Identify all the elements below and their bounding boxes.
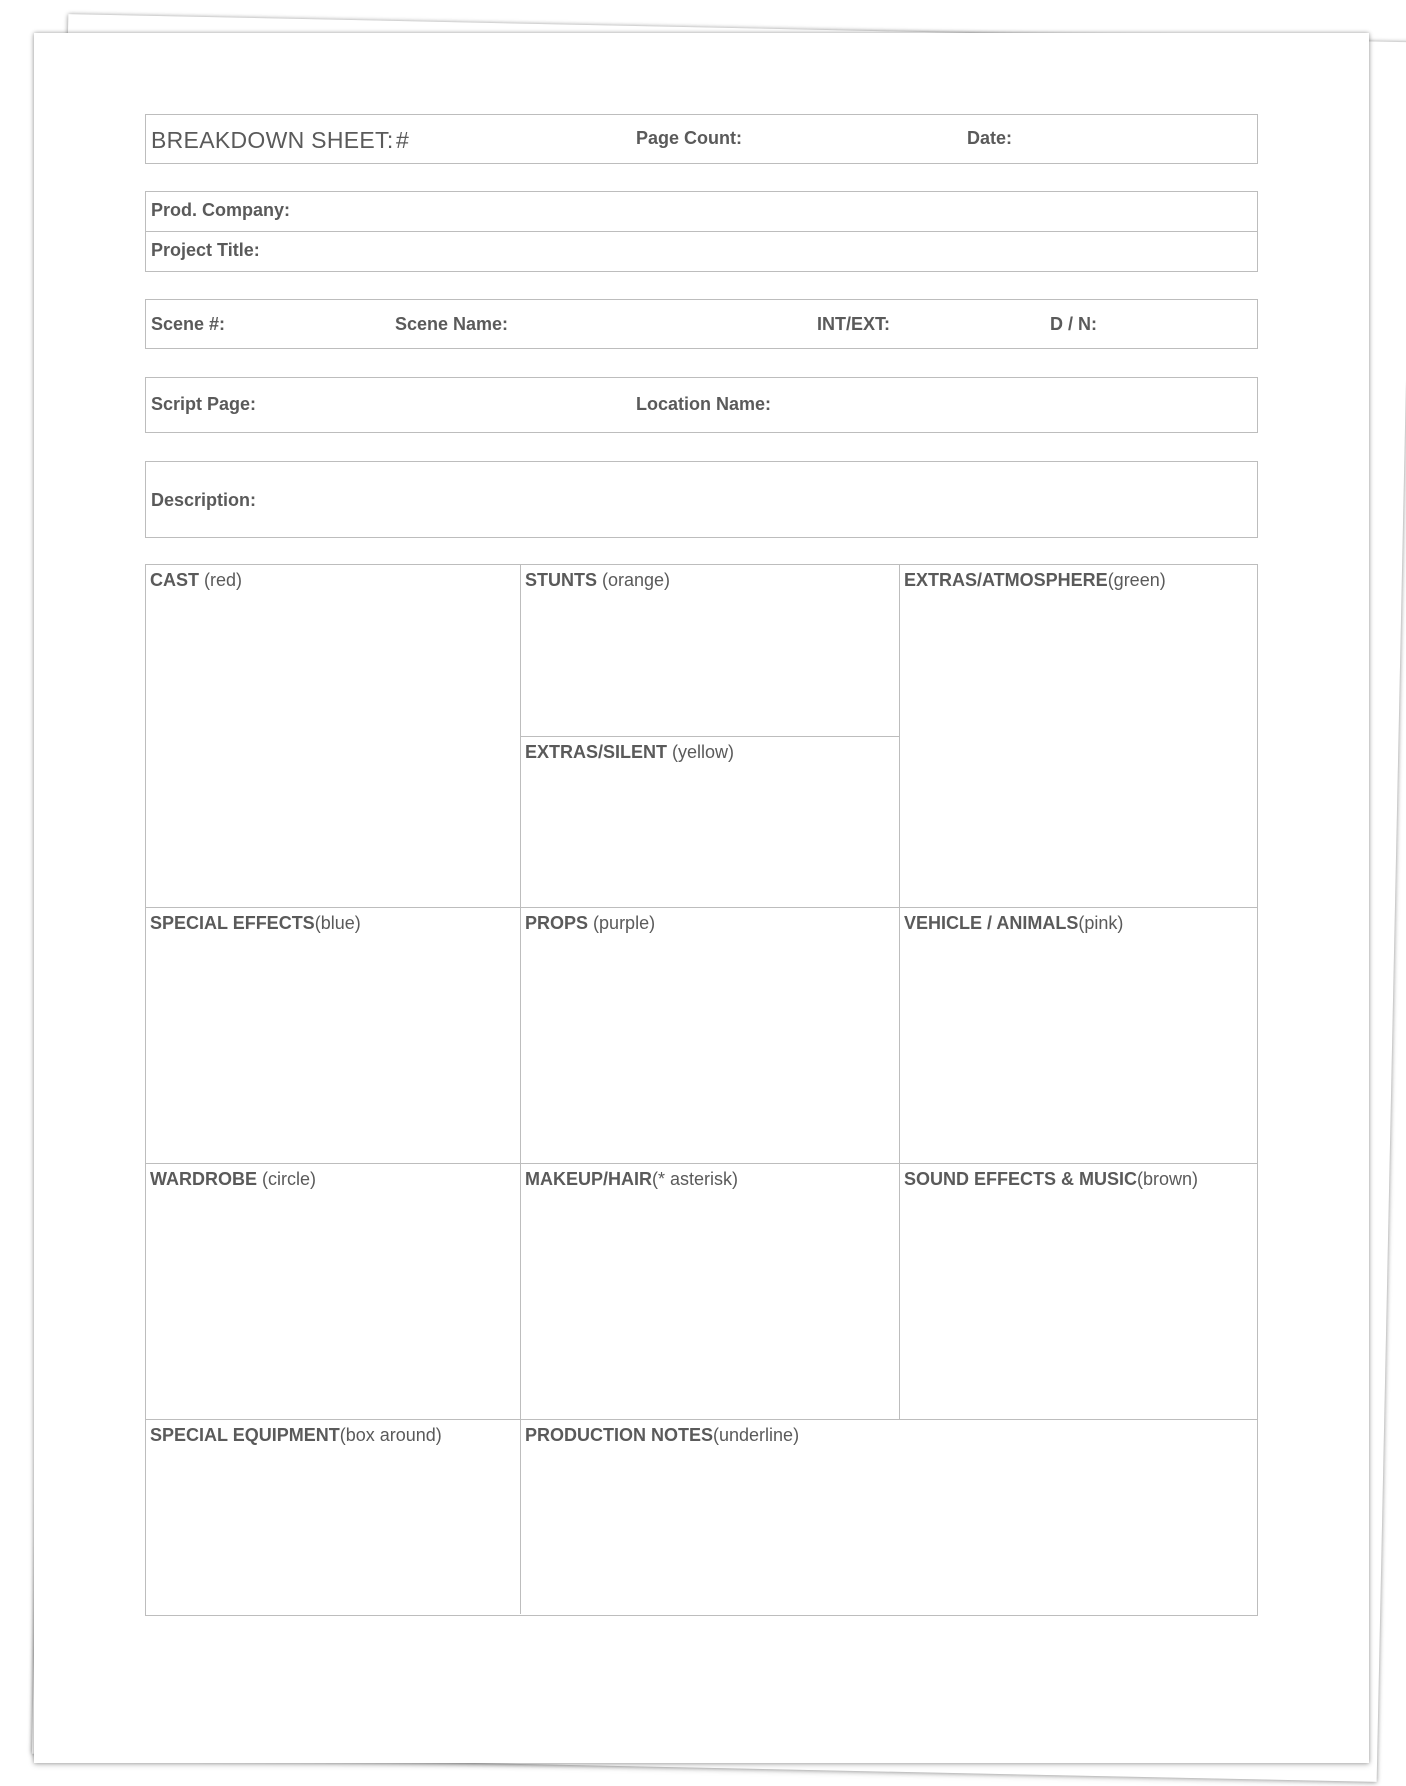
production-divider (146, 231, 1257, 232)
production-notes-heading: PRODUCTION NOTES(underline) (525, 1425, 800, 1445)
sheet-title: BREAKDOWN SHEET: (151, 127, 394, 153)
makeup-hair-heading: MAKEUP/HAIR(* asterisk) (525, 1169, 739, 1189)
cell-vehicle-animals (900, 908, 1257, 1164)
cell-stunts (521, 565, 900, 737)
cell-sound-effects-music (900, 1164, 1257, 1420)
sheet-number-sign: # (396, 127, 409, 153)
int-ext-label: INT/EXT: (817, 314, 891, 334)
script-location-box (145, 377, 1258, 433)
cast-heading: CAST (red) (150, 570, 243, 590)
date-label: Date: (967, 128, 1013, 148)
cell-production-notes (521, 1420, 1257, 1614)
cell-special-equipment (146, 1420, 521, 1614)
location-name-label: Location Name: (636, 394, 772, 414)
cell-wardrobe (146, 1164, 521, 1420)
description-box (145, 461, 1258, 538)
cell-props (521, 908, 900, 1164)
special-effects-heading: SPECIAL EFFECTS(blue) (150, 913, 361, 933)
cell-extras-atmosphere (900, 565, 1257, 908)
cell-makeup-hair (521, 1164, 900, 1420)
extras-atmosphere-heading: EXTRAS/ATMOSPHERE(green) (904, 570, 1166, 590)
page-count-label: Page Count: (636, 128, 742, 148)
project-title-label: Project Title: (151, 240, 260, 260)
vehicle-animals-heading: VEHICLE / ANIMALS(pink) (904, 913, 1124, 933)
prod-company-label: Prod. Company: (151, 200, 291, 220)
breakdown-sheet-page (34, 33, 1369, 1763)
production-box (145, 191, 1258, 272)
sound-effects-music-heading: SOUND EFFECTS & MUSIC(brown) (904, 1169, 1199, 1189)
cell-special-effects (146, 908, 521, 1164)
breakdown-category-grid (145, 564, 1258, 1616)
script-page-label: Script Page: (151, 394, 257, 414)
stunts-heading: STUNTS (orange) (525, 570, 671, 590)
props-heading: PROPS (purple) (525, 913, 656, 933)
extras-silent-heading: EXTRAS/SILENT (yellow) (525, 742, 735, 762)
description-label: Description: (151, 490, 257, 510)
wardrobe-heading: WARDROBE (circle) (150, 1169, 317, 1189)
cell-cast (146, 565, 521, 908)
scene-name-label: Scene Name: (395, 314, 509, 334)
special-equipment-heading: SPECIAL EQUIPMENT(box around) (150, 1425, 442, 1445)
day-night-label: D / N: (1050, 314, 1097, 334)
cell-extras-silent (521, 737, 900, 908)
scene-number-label: Scene #: (151, 314, 226, 334)
scene-box (145, 299, 1258, 349)
header-box (145, 114, 1258, 164)
